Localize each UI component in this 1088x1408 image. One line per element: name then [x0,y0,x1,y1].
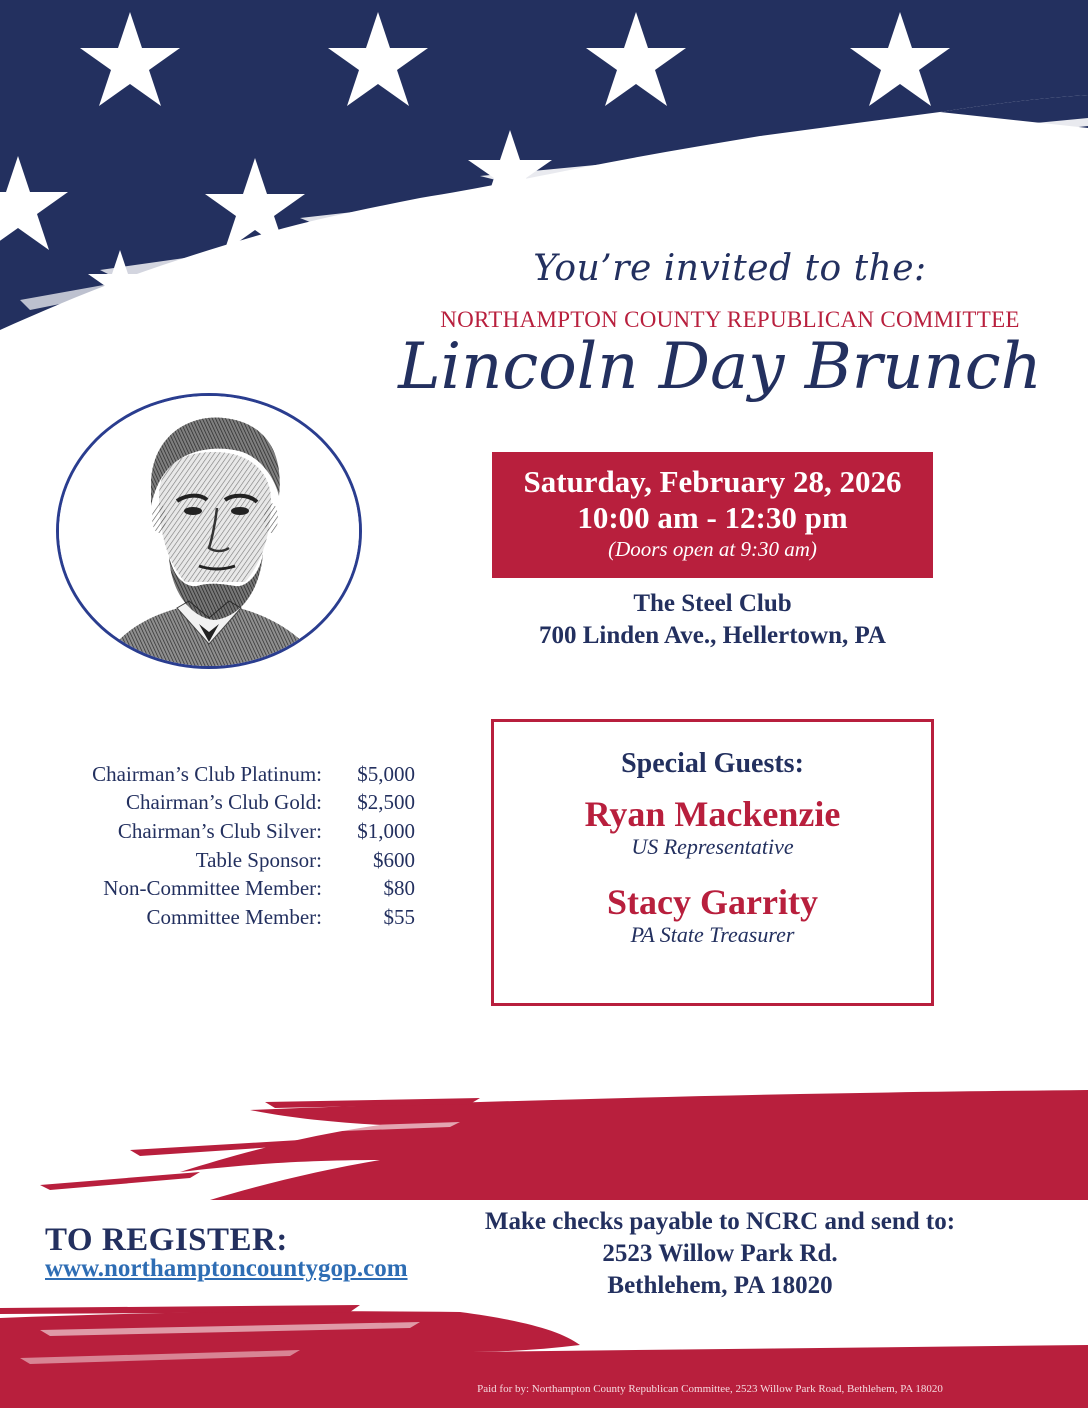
tier-price: $600 [373,847,415,872]
register-heading: TO REGISTER: [45,1222,288,1258]
invite-line: You’re invited to the: [533,248,927,289]
tier-price: $1,000 [357,818,415,843]
tier-row [40,789,430,818]
event-time: 10:00 am - 12:30 pm [577,500,848,535]
event-date: Saturday, February 28, 2026 [523,464,902,499]
tier-price: $80 [383,876,415,901]
venue [492,588,933,652]
sponsorship-tiers [40,760,430,932]
tier-name: Chairman’s Club Platinum: [92,761,322,786]
special-guests-heading: Special Guests: [621,748,804,779]
tier-price: $55 [383,904,415,929]
venue-address: 700 Linden Ave., Hellertown, PA [539,622,886,649]
tier-row [40,874,430,903]
event-title: Lincoln Day Brunch [398,330,1042,404]
committee-name: NORTHAMPTON COUNTY REPUBLICAN COMMITTEE [440,307,1020,332]
tier-name: Non-Committee Member: [103,876,322,901]
tier-name: Chairman’s Club Gold: [126,790,322,815]
register-link[interactable]: www.northamptoncountygop.com [45,1255,408,1282]
checks-instruction: Make checks payable to NCRC and send to: [484,1208,956,1235]
tier-name: Table Sponsor: [195,847,322,872]
mailing-street: 2523 Willow Park Rd. [602,1240,838,1267]
guest-role: PA State Treasurer [630,922,795,947]
mail-checks-info [440,1206,1000,1302]
tier-row [40,760,430,789]
paid-for-disclaimer: Paid for by: Northampton County Republican Committee, 2523 Willow Park Road, Bethlehem, PA 18020 [477,1383,943,1395]
portrait-frame [56,393,362,669]
date-box [492,452,933,578]
tier-row [40,903,430,932]
lincoln-portrait-icon [59,396,359,666]
tier-name: Committee Member: [146,904,322,929]
special-guests-box [491,719,934,1006]
tier-price: $2,500 [357,790,415,815]
mailing-city: Bethlehem, PA 18020 [607,1272,833,1299]
tier-row [40,846,430,875]
venue-name: The Steel Club [633,590,792,617]
tier-price: $5,000 [357,761,415,786]
tier-name: Chairman’s Club Silver: [117,818,322,843]
guest-role: US Representative [631,834,794,859]
guest-name: Stacy Garrity [607,882,818,922]
doors-open-note: (Doors open at 9:30 am) [608,537,817,561]
tier-row [40,817,430,846]
guest-name: Ryan Mackenzie [584,794,841,834]
